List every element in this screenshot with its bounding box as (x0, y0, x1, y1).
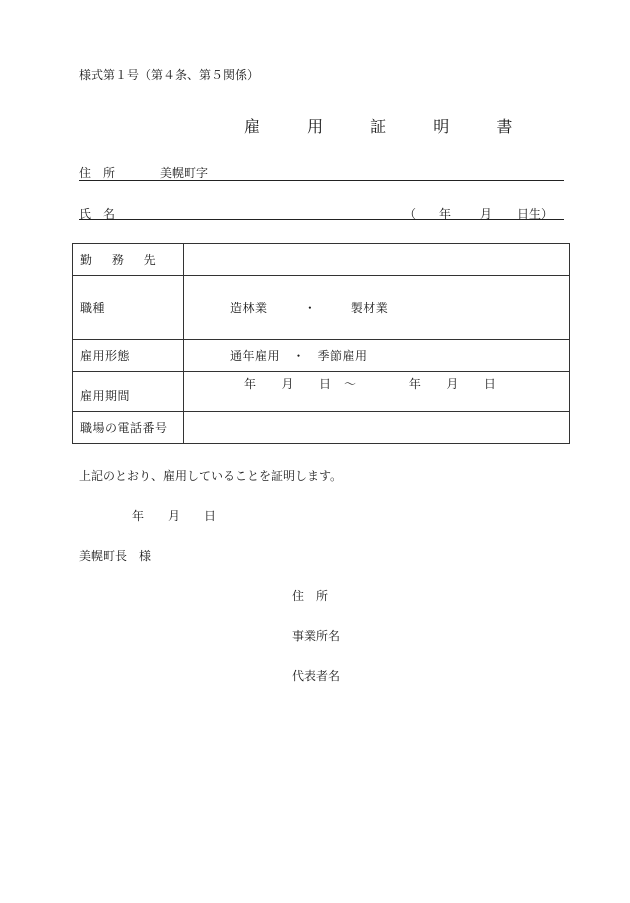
birth-month: 月 (480, 207, 493, 221)
phone-label: 職場の電話番号 (73, 412, 184, 444)
employer-office-name-label: 事業所名 (292, 629, 341, 643)
workplace-label: 勤 務 先 (73, 244, 184, 276)
job-option-forestry: 造林業 (230, 301, 268, 315)
job-type-label: 職種 (73, 276, 184, 340)
period-from: 年 月 日 〜 (244, 377, 357, 391)
birth-year: 年 (439, 207, 452, 221)
address-prefix: 美幌町字 (160, 166, 209, 180)
name-underline (79, 219, 564, 220)
employer-address-label: 住 所 (292, 589, 329, 603)
address-label: 住 所 (79, 166, 116, 180)
table-row (73, 276, 570, 340)
phone-value (184, 412, 570, 444)
certification-text: 上記のとおり、雇用していることを証明します。 (79, 469, 343, 483)
table-row (73, 244, 570, 276)
period-to: 年 月 日 (408, 377, 497, 391)
address-underline (79, 180, 564, 181)
period-cell (184, 372, 570, 412)
table-row (73, 412, 570, 444)
job-separator: ・ (303, 301, 317, 315)
birth-open-paren: （ (404, 207, 417, 221)
employment-form-label: 雇用形態 (73, 340, 184, 372)
workplace-value (184, 244, 570, 276)
table-row (73, 372, 570, 412)
period-label: 雇用期間 (73, 372, 184, 412)
job-type-cell (184, 276, 570, 340)
employer-representative-label: 代表者名 (292, 669, 341, 683)
form-number: 様式第１号（第４条、第５関係） (79, 68, 260, 82)
name-label: 氏 名 (79, 207, 116, 221)
certification-date: 年 月 日 (132, 509, 217, 523)
document-title: 雇 用 証 明 書 (244, 117, 534, 136)
birth-day: 日生） (517, 207, 554, 221)
employment-form-value: 通年雇用 ・ 季節雇用 (184, 340, 570, 372)
employment-table (72, 243, 570, 444)
table-row (73, 340, 570, 372)
addressee: 美幌町長 様 (79, 549, 152, 563)
job-option-lumber: 製材業 (350, 301, 389, 315)
